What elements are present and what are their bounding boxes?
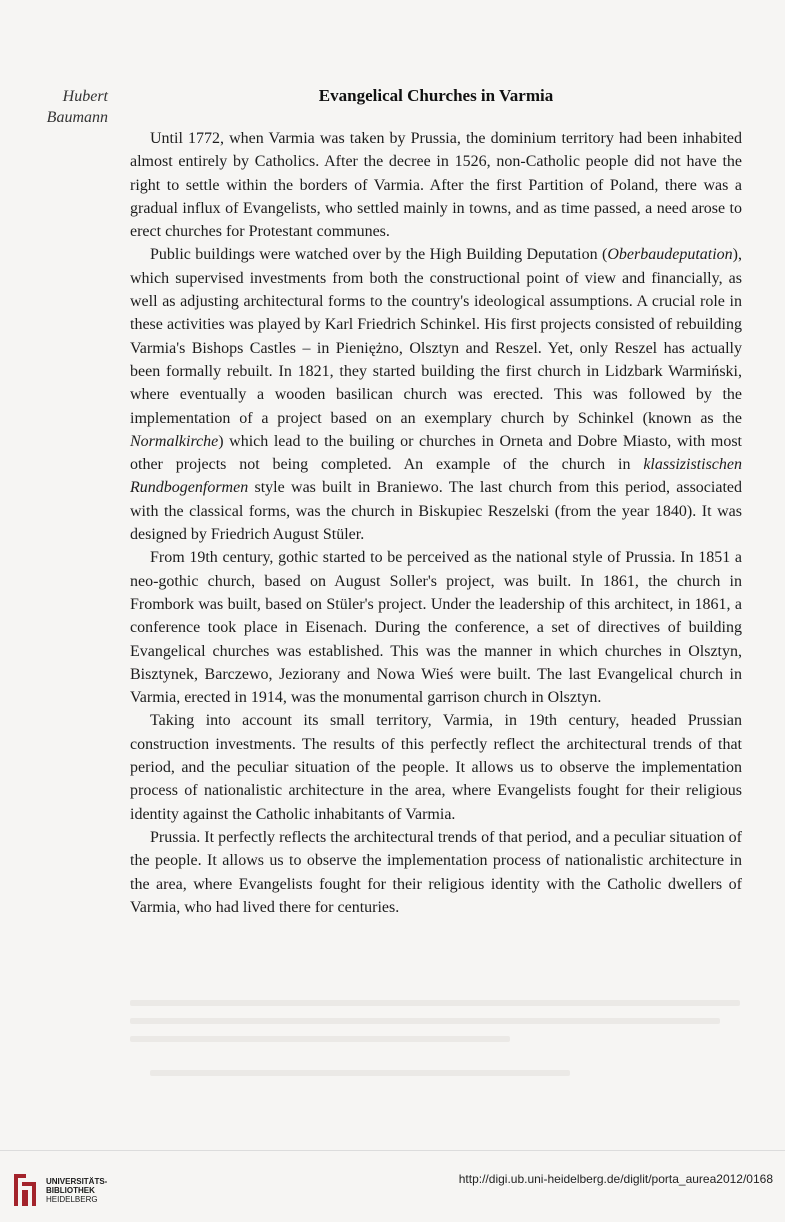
logo-line-1: UNIVERSITÄTS- <box>46 1176 108 1186</box>
show-through-line <box>130 1000 740 1006</box>
paragraph-2: Public buildings were watched over by the High Building Deputation (Oberbaudeputation), which supervised investments from both the constructional point of view and financially, as well as adjusting architectural forms to the country's ideological assumptions. A crucial role in these activities was played by Karl Friedrich Schinkel. His first projects consisted of rebuilding Varmia's Bishops Castles – in Pieniężno, Olsztyn and Reszel. Yet, only Reszel has actually been formally rebuilt. In 1821, they started building the first church in Lidzbark Warmiński, where eventually a wooden basilican church was erected. This was followed by the implementation of a project based on an exemplary church by Schinkel (known as the Normalkirche) which lead to the builing or churches in Orneta and Dobre Miasto, with most other projects not being completed. An example of the church in klassizistischen Rundbogenformen style was built in Braniewo. The last church from this period, associated with the classical forms, was the church in Biskupiec Reszelski (from the year 1840). It was designed by Friedrich August Stüler. <box>130 246 742 544</box>
paragraph-5: Prussia. It perfectly reflects the architectural trends of that period, and a peculiar situation of the people. It allows us to observe the implementation process of nationalistic architecture in the area, where Evangelists fought for their religious identity with the Catholic dwellers of Varmia, who had lived there for centuries. <box>130 828 742 916</box>
author-name <box>20 86 108 128</box>
paragraph-4: Taking into account its small territory, Varmia, in 19th century, headed Prussian construction investments. The results of this perfectly reflect the architectural trends of that period, and the peculiar situation of the people. It allows us to observe the implementation process of nationalistic architecture in the area, where Evangelists fought for their religious identity against the Catholic inhabitants of Varmia. <box>130 712 742 823</box>
library-logo-text <box>46 1177 107 1204</box>
show-through-line <box>130 1036 510 1042</box>
logo-line-3: HEIDELBERG <box>46 1194 98 1204</box>
author-last-name: Baumann <box>46 109 108 126</box>
show-through-line <box>130 1018 720 1024</box>
paragraph-1: Until 1772, when Varmia was taken by Prussia, the dominium territory had been inhabited almost entirely by Catholics. After the decree in 1526, non-Catholic people did not have the right to settle within the borders of Varmia. After the first Partition of Poland, there was a gradual influx of Evangelists, who settled mainly in towns, and as time passed, a need arose to erect churches for Protestant communes. <box>130 130 742 241</box>
library-logo[interactable] <box>10 1170 107 1210</box>
library-emblem-icon <box>10 1170 40 1210</box>
paragraph-3: From 19th century, gothic started to be perceived as the national style of Prussia. In 1851 a neo-gothic church, based on August Soller's project, was built. In 1861, the church in Frombork was built, based on Stüler's project. Under the leadership of this architect, in 1861, a conference took place in Eisenach. During the conference, a set of directives of building Evangelical churches was established. This was the manner in which churches in Olsztyn, Bisztynek, Barczewo, Jeziorany and Nowa Wieś were built. The last Evangelical church in Varmia, erected in 1914, was the monumental garrison church in Olsztyn. <box>130 549 742 707</box>
show-through-line <box>150 1070 570 1076</box>
source-url[interactable]: http://digi.ub.uni-heidelberg.de/diglit/porta_aurea2012/0168 <box>458 1172 773 1186</box>
author-first-name: Hubert <box>62 88 108 105</box>
logo-line-2: BIBLIOTHEK <box>46 1185 95 1195</box>
article-title: Evangelical Churches in Varmia <box>318 86 554 105</box>
article-body <box>130 127 742 919</box>
footer-divider <box>0 1150 785 1151</box>
